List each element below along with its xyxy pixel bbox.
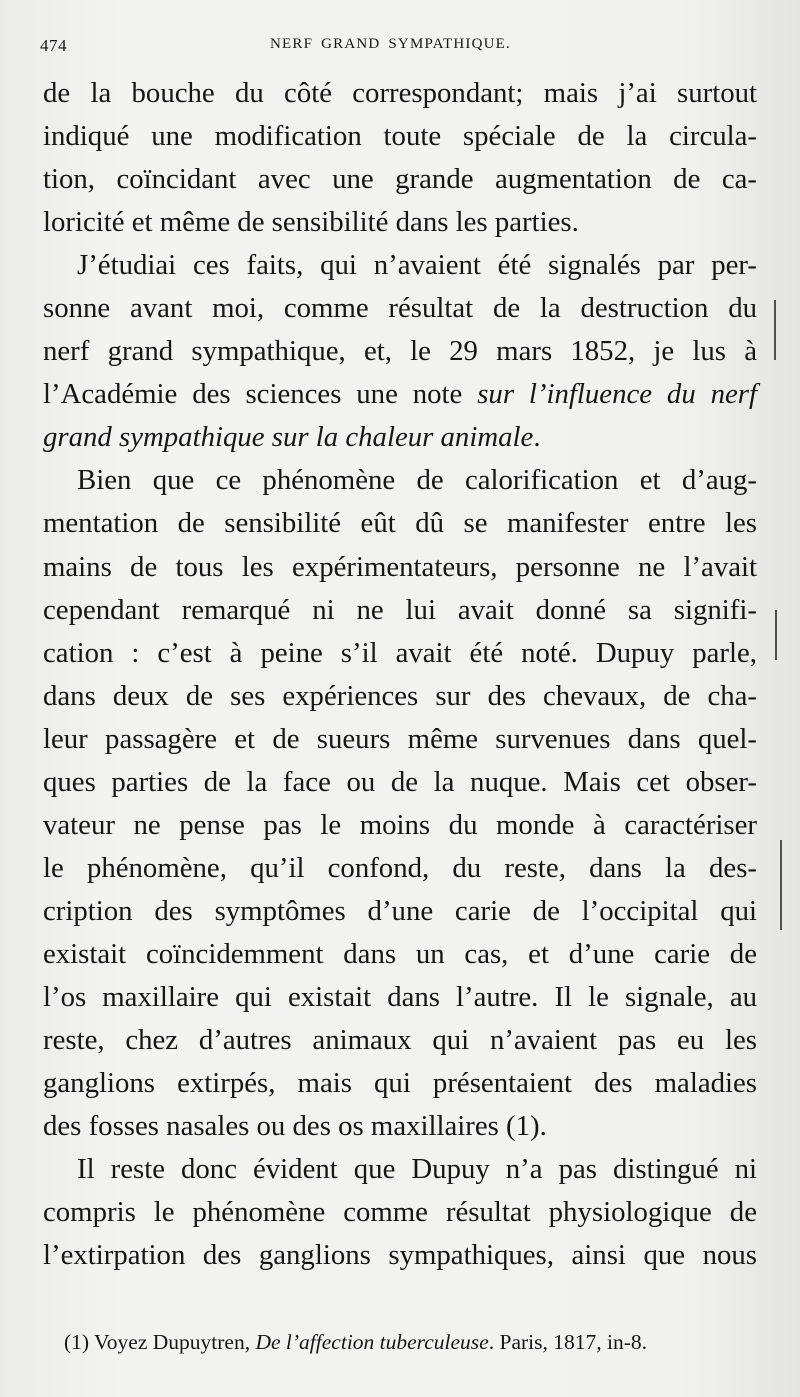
- text-line: indiqué une modification toute spéciale de la circula-: [43, 120, 757, 153]
- italic-title-run: sur l’influence du nerf: [477, 378, 757, 411]
- page-header: [40, 36, 755, 60]
- footnote-suffix: . Paris, 1817, in-8.: [488, 1330, 647, 1354]
- text-line: cation : c’est à peine s’il avait été noté. Dupuy parle,: [43, 636, 757, 669]
- text-line: existait coïncidemment dans un cas, et d’une carie de: [43, 937, 757, 970]
- italic-title-run: grand sympathique sur la chaleur animale: [43, 421, 534, 454]
- text-line: nerf grand sympathique, et, le 29 mars 1852, je lus à: [43, 335, 757, 368]
- text-line: cription des symptômes d’une carie de l’occipital qui: [43, 894, 757, 927]
- paragraph-first-line: Il reste donc évident que Dupuy n’a pas distingué ni: [77, 1153, 757, 1186]
- text-run: .: [533, 421, 541, 454]
- paragraph-first-line: J’étudiai ces faits, qui n’avaient été signalés par per-: [77, 249, 757, 282]
- text-line: [43, 416, 757, 459]
- text-line: vateur ne pense pas le moins du monde à caractériser: [43, 808, 757, 841]
- text-line: l’extirpation des ganglions sympathiques, ainsi que nous: [43, 1239, 757, 1272]
- text-line: loricité et même de sensibilité dans les parties.: [43, 206, 579, 239]
- text-line: l’os maxillaire qui existait dans l’autre. Il le signale, au: [43, 980, 757, 1013]
- page-edge-line: [774, 300, 776, 360]
- footnote-title: De l’affection tuberculeuse: [255, 1330, 489, 1354]
- text-line: [43, 373, 757, 416]
- page-number: 474: [40, 36, 67, 55]
- text-line: de la bouche du côté correspondant; mais j’ai surtout: [43, 77, 757, 109]
- page-edge-line: [780, 840, 782, 930]
- running-title: NERF GRAND SYMPATHIQUE.: [270, 36, 511, 52]
- footnote-prefix: (1) Voyez Dupuytren,: [64, 1330, 256, 1354]
- page-edge-line: [775, 610, 777, 660]
- text-line: mains de tous les expérimentateurs, personne ne l’avait: [43, 550, 757, 583]
- body-text: [43, 72, 757, 1277]
- text-line: compris le phénomène comme résultat physiologique de: [43, 1196, 757, 1229]
- text-line: ganglions extirpés, mais qui présentaient des maladies: [43, 1067, 757, 1100]
- text-line: sonne avant moi, comme résultat de la destruction du: [43, 292, 757, 325]
- text-line: tion, coïncidant avec une grande augmentation de ca-: [43, 163, 757, 196]
- text-line: ques parties de la face ou de la nuque. Mais cet obser-: [43, 765, 757, 798]
- text-line: cependant remarqué ni ne lui avait donné sa signifi-: [43, 593, 757, 626]
- text-line: leur passagère et de sueurs même survenues dans quel-: [43, 722, 757, 755]
- text-line: le phénomène, qu’il confond, du reste, dans la des-: [43, 851, 757, 884]
- text-line: dans deux de ses expériences sur des chevaux, de cha-: [43, 679, 757, 712]
- paragraph-first-line: Bien que ce phénomène de calorification et d’aug-: [77, 464, 757, 497]
- footnote: [64, 1327, 754, 1357]
- text-line: reste, chez d’autres animaux qui n’avaient pas eu les: [43, 1024, 757, 1057]
- text-line: des fosses nasales ou des os maxillaires (1).: [43, 1110, 547, 1143]
- text-line: mentation de sensibilité eût dû se manifester entre les: [43, 507, 757, 540]
- text-run: l’Académie des sciences une note: [43, 378, 478, 411]
